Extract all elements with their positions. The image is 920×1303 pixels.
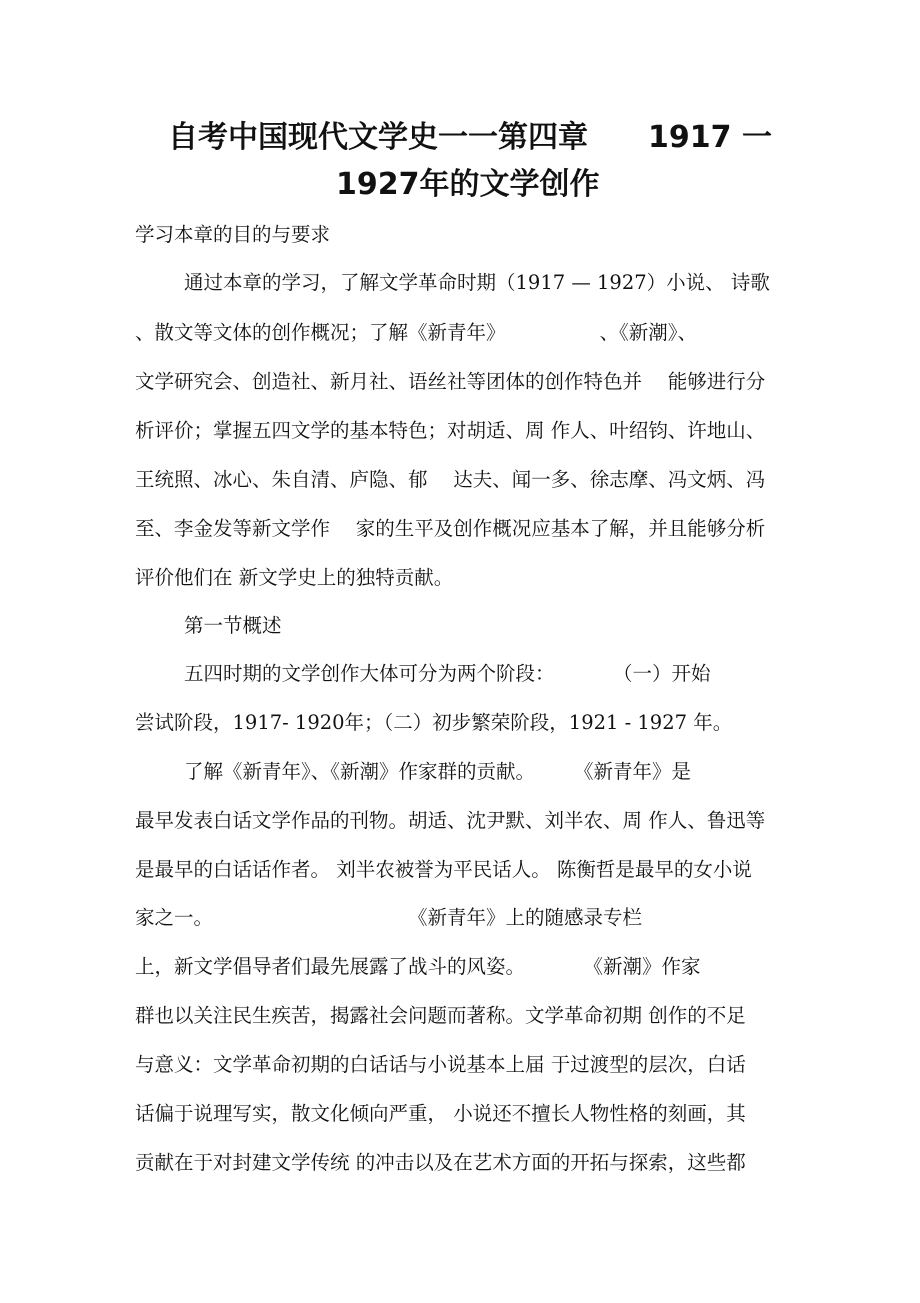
paragraph-line: 至、李金发等新文学作 家的生平及创作概况应基本了解，并且能够分析 [135,517,766,540]
paragraph-line: 最早发表白话文学作品的刊物。胡适、沈尹默、刘半农、周 作人、鲁迅等 [135,809,766,832]
paragraph-line: 是最早的白话话作者。 刘半农被誉为平民话人。 陈衡哲是最早的女小说 [135,858,752,881]
paragraph-line: 析评价；掌握五四文学的基本特色；对胡适、周 作人、叶绍钧、许地山、 [135,419,766,442]
paragraph-line: 五四时期的文学创作大体可分为两个阶段： （一）开始 [184,662,711,685]
paragraph-line: 群也以关注民生疾苦，揭露社会问题而著称。文学革命初期 创作的不足 [135,1004,746,1027]
section-heading: 学习本章的目的与要求 [135,223,331,246]
paragraph-line: 上，新文学倡导者们最先展露了战斗的风姿。 《新潮》作家 [135,955,701,978]
paragraph-line: 尝试阶段，1917- 1920年；（二）初步繁荣阶段，1921 - 1927 年。 [135,711,733,734]
paragraph-line: 评价他们在 新文学史上的独特贡献。 [135,566,454,589]
paragraph-line: 王统照、冰心、朱自清、庐隐、郁 达夫、闻一多、徐志摩、冯文炳、冯 [135,468,766,491]
paragraph-line: 了解《新青年》、《新潮》作家群的贡献。 《新青年》是 [184,760,692,783]
section-title: 第一节概述 [184,614,282,637]
paragraph-line: 家之一。 《新青年》上的随感录专栏 [135,906,643,929]
paragraph-line: 、散文等文体的创作概况；了解《新青年》 、《新潮》、 [135,321,697,344]
paragraph-line: 与意义：文学革命初期的白话话与小说基本上届 于过渡型的层次，白话 [135,1053,746,1076]
document-title-line-1: 自考中国现代文学史一一第四章 1917 一 [168,120,772,155]
document-title-line-2: 1927年的文学创作 [336,167,600,202]
paragraph-line: 话偏于说理写实，散文化倾向严重， 小说还不擅长人物性格的刻画，其 [135,1102,746,1125]
paragraph-line: 通过本章的学习，了解文学革命时期（1917 — 1927）小说、 诗歌 [184,271,770,294]
paragraph-line: 贡献在于对封建文学传统 的冲击以及在艺术方面的开拓与探索，这些都 [135,1151,746,1174]
paragraph-line: 文学研究会、创造社、新月社、语丝社等团体的创作特色并 能够进行分 [135,370,766,393]
